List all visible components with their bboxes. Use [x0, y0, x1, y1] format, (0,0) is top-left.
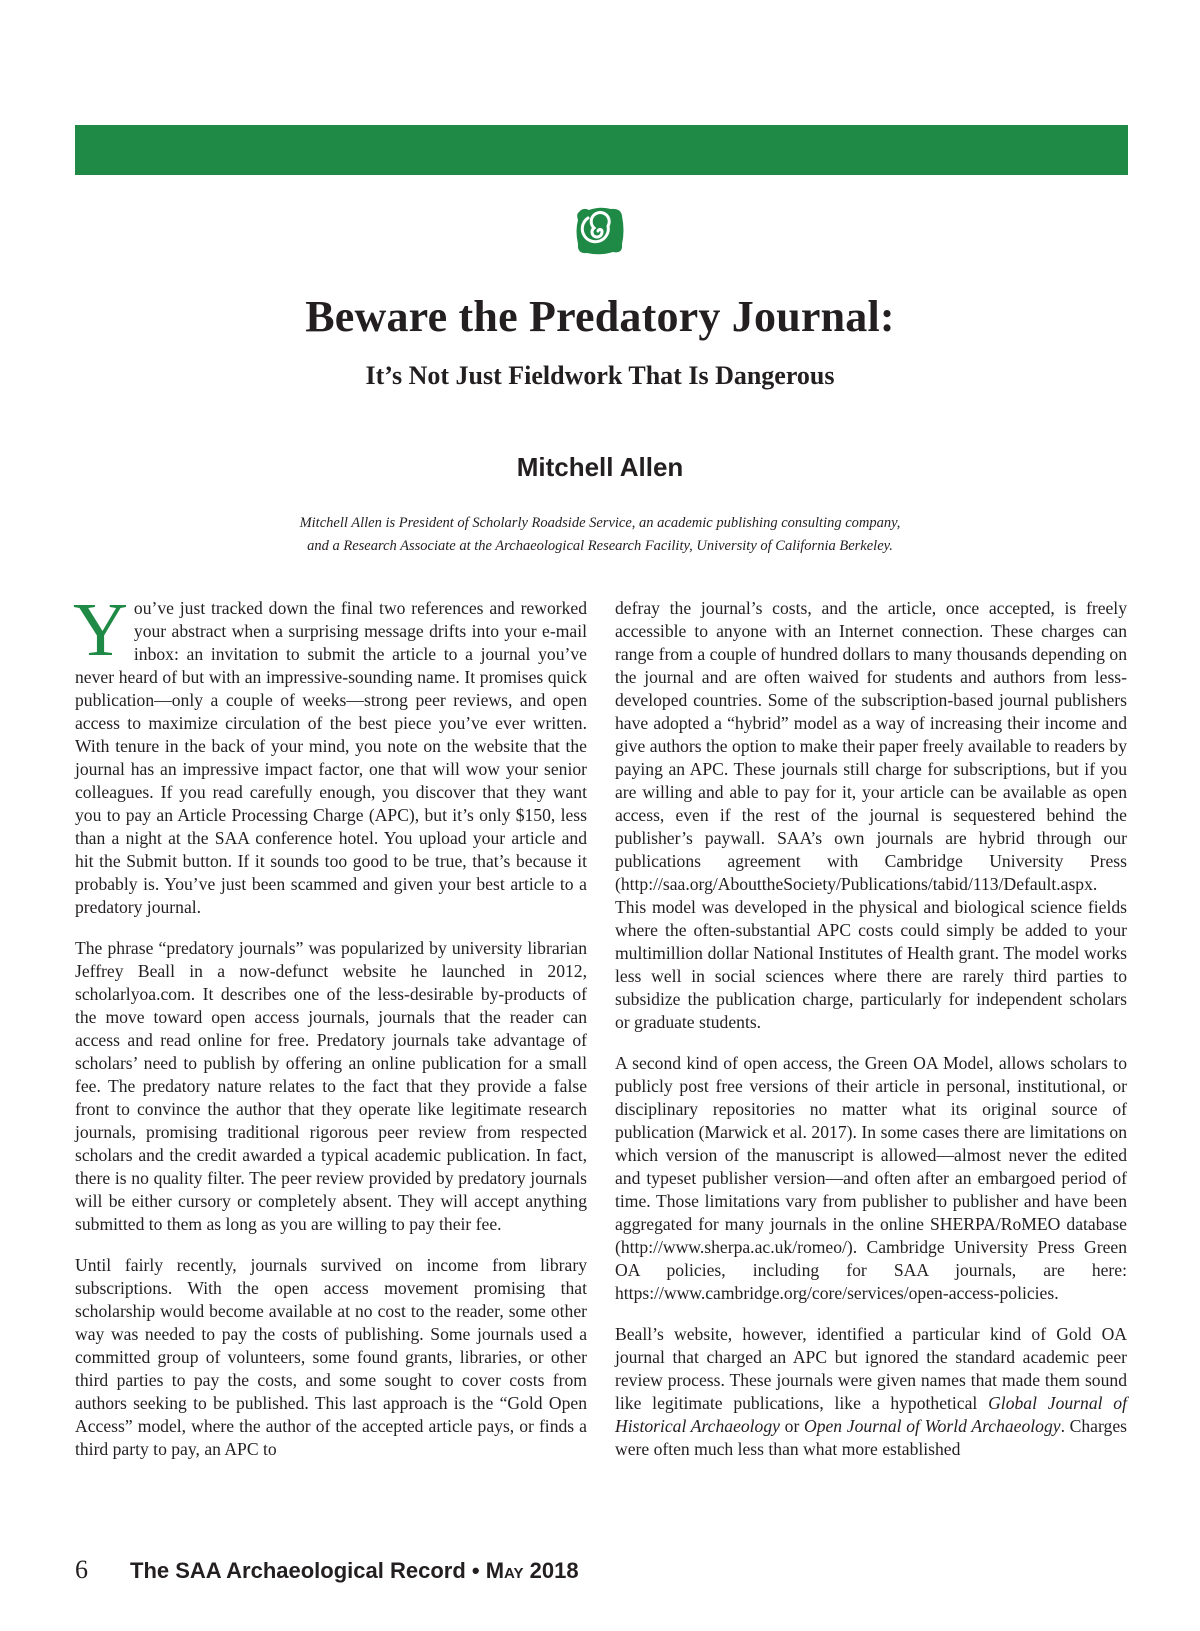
page-number: 6 [75, 1555, 88, 1584]
right-column [615, 597, 1127, 1479]
author-bio-line: and a Research Associate at the Archaeological Research Facility, University of California Berkeley. [307, 538, 893, 554]
paragraph-text: Beall’s website, however, identified a particular kind of Gold OA journal that charged an APC but ignored the standard academic peer review process. These journals were given names that made them sound like legitimate publications, like a hypothetical [615, 1324, 1127, 1413]
author-bio [200, 512, 1000, 558]
paragraph: Until fairly recently, journals survived on income from library subscriptions. With the open access movement promising that scholarship would become available at no cost to the reader, some other way was needed to pay the costs of publishing. Some journals used a committed group of volunteers, some found grants, libraries, or other third parties to pay the costs, and some sought to cover costs from authors seeking to be published. This last approach is the “Gold Open Access” model, where the author of the accepted article pays, or finds a third party to pay, an APC to [75, 1255, 587, 1459]
spiral-icon [575, 206, 625, 256]
drop-cap: Y [73, 588, 128, 672]
article-title: Beware the Predatory Journal: [305, 292, 895, 341]
left-column [73, 588, 587, 1479]
publication-name: The SAA Archaeological Record [130, 1558, 466, 1583]
paragraph-text: ou’ve just tracked down the final two references and reworked your abstract when a surprising message drifts into your e-mail inbox: an invitation to submit the article to a journal you’ve never heard of but with an impressive-sounding name. It promises quick publication—only a couple of weeks—strong peer reviews, and open access to maximize circulation of the best piece you’ve ever written. With tenure in the back of your mind, you note on the website that the journal has an impressive impact factor, one that will wow your senior colleagues. If you read carefully enough, you discover that they want you to pay an Article Processing Charge (APC), but it’s only $150, less than a night at the SAA conference hotel. You upload your article and hit the Submit button. If it sounds too good to be true, that’s because it probably is. You’ve just been scammed and given your best article to a predatory journal. [75, 598, 587, 917]
header-color-bar [75, 125, 1128, 175]
paragraph-text: or [779, 1416, 804, 1436]
paragraph [73, 588, 587, 919]
journal-name-italic: Global Journal of Historical Archaeology [615, 1393, 1127, 1436]
author-bio-line: Mitchell Allen is President of Scholarly Roadside Service, an academic publishing consulting company, [299, 515, 901, 531]
footer-separator: • [471, 1558, 480, 1583]
paragraph: A second kind of open access, the Green OA Model, allows scholars to publicly post free versions of their article in personal, institutional, or disciplinary repositories no matter what its original source of publication (Marwick et al. 2017). In some cases there are limitations on which version of the manuscript is allowed—almost never the edited and typeset publisher version—and often after an embargoed period of time. Those limitations vary from publisher to publisher and have been aggregated for many journals in the online SHERPA/RoMEO database (http://www.sherpa.ac.uk/romeo/). Cambridge University Press Green OA policies, including for SAA journals, are here: https://www.cambridge.org/core/services/open-access-policies. [615, 1053, 1127, 1303]
paragraph [615, 1323, 1127, 1461]
paragraph: The phrase “predatory journals” was popularized by university librarian Jeffrey Beall in a now-defunct website he launched in 2012, scholarlyoa.com. It describes one of the less-desirable by-products of the move toward open access journals, journals that the reader can access and read online for free. Predatory journals take advantage of scholars’ need to publish by offering an online publication for a small fee. The predatory nature relates to the fact that they provide a false front to convince the author that they operate like legitimate research journals, promising traditional rigorous peer review from respected scholars and the credit awarded a typical academic publication. In fact, there is no quality filter. The peer review provided by predatory journals will be either cursory or completely absent. They will accept anything submitted to them as long as you are willing to pay their fee. [75, 938, 587, 1234]
journal-name-italic: Open Journal of World Archaeology [804, 1416, 1061, 1436]
paragraph: defray the journal’s costs, and the article, once accepted, is freely accessible to anyone with an Internet connection. These charges can range from a couple of hundred dollars to many thousands depending on the journal and are often waived for students and authors from less-developed countries. Some of the subscription-based journal publishers have adopted a “hybrid” model as a way of increasing their income and give authors the option to make their paper freely available to readers by paying an APC. These journals still charge for subscriptions, but if you are willing and able to pay for it, your article can be available as open access, even if the rest of the journal is sequestered behind the publisher’s paywall. SAA’s own journals are hybrid through our publications agreement with Cambridge University Press (http://saa.org/AbouttheSociety/Publications/tabid/113/Default.aspx. This model was developed in the physical and biological science fields where the often-substantial APC costs could simply be added to your multimillion dollar National Institutes of Health grant. The model works less well in social sciences where there are rarely third parties to subsidize the publication charge, particularly for independent scholars or graduate students. [615, 598, 1127, 1032]
issue-date: May 2018 [485, 1558, 579, 1583]
page-footer [75, 1555, 579, 1585]
paragraph-text: . Charges were often much less than what more established [615, 1416, 1127, 1459]
article-subtitle: It’s Not Just Fieldwork That Is Dangerous [365, 361, 835, 390]
author-name: Mitchell Allen [516, 452, 684, 482]
